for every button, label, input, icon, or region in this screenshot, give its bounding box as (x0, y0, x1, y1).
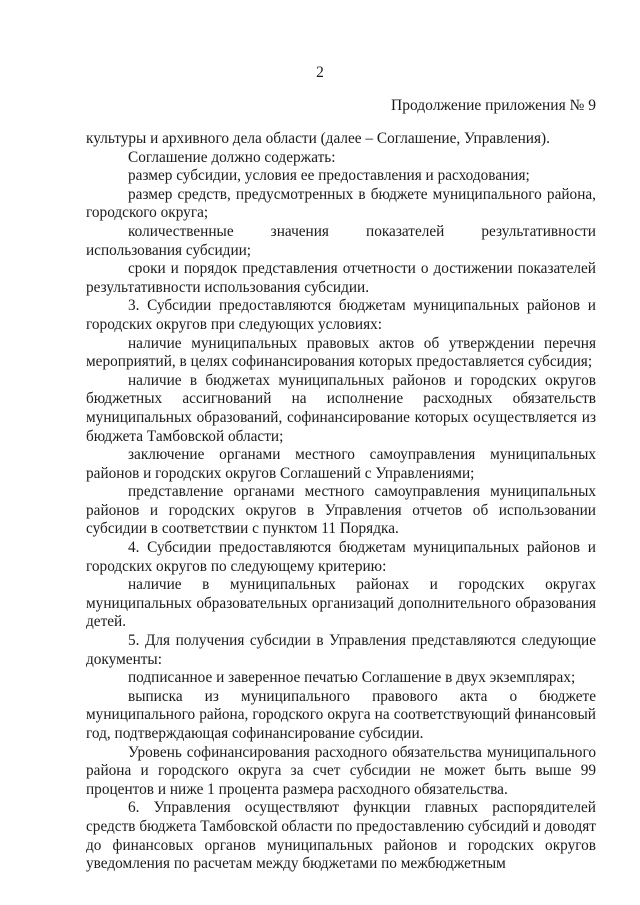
appendix-caption: Продолжение приложения № 9 (391, 97, 596, 114)
paragraph: подписанное и заверенное печатью Соглашение в двух экземплярах; (128, 669, 576, 687)
paragraph: количественные значения показателей результативности использования субсидии; (86, 222, 596, 259)
paragraph: 5. Для получения субсидии в Управления представляются следующие документы: (86, 632, 596, 668)
paragraph: наличие в бюджетах муниципальных районов и городских округов бюджетных ассигнований на исполнение расходных обязательств муниципальных образований, софинансирование которых осуществляется из бюджета Тамбовской области; (86, 371, 596, 445)
paragraph: заключение органами местного самоуправления муниципальных районов и городских округов Соглашений с Управлениями; (86, 446, 596, 482)
paragraph: наличие в муниципальных районах и городских округах муниципальных образовательных организаций дополнительного образования детей. (86, 576, 596, 631)
page-number: 2 (316, 64, 324, 81)
paragraph: размер средств, предусмотренных в бюджете муниципального района, городского округа; (86, 185, 596, 222)
paragraph: 4. Субсидии предоставляются бюджетам муниципальных районов и городских округов по следующему критерию: (86, 539, 596, 575)
paragraph: размер субсидии, условия ее предоставления и расходования; (128, 167, 530, 185)
paragraph: 6. Управления осуществляют функции главных распорядителей средств бюджета Тамбовской области по предоставлению субсидий и доводят до финансовых органов муниципальных районов и городских округов уведомления по расчетам между бюджетами по межбюджетным (86, 799, 596, 873)
paragraph: сроки и порядок представления отчетности о достижении показателей результативности использования субсидии. (86, 260, 596, 296)
paragraph: 3. Субсидии предоставляются бюджетам муниципальных районов и городских округов при следующих условиях: (86, 297, 596, 333)
document-body (86, 130, 596, 874)
paragraph: культуры и архивного дела области (далее – Соглашение, Управления). (86, 130, 550, 147)
paragraph: выписка из муниципального правового акта о бюджете муниципального района, городского округа на соответствующий финансовый год, подтверждающая софинансирование субсидии. (86, 687, 596, 742)
paragraph: наличие муниципальных правовых актов об утверждении перечня мероприятий, в целях софинансирования которых предоставляется субсидия; (86, 334, 596, 371)
paragraph: Уровень софинансирования расходного обязательства муниципального района и городского округа за счет субсидии не может быть выше 99 процентов и ниже 1 процента размера расходного обязательства. (86, 743, 596, 798)
paragraph: Соглашение должно содержать: (128, 148, 336, 166)
paragraph: представление органами местного самоуправления муниципальных районов и городских округов в Управления отчетов об использовании субсидии в соответствии с пунктом 11 Порядка. (86, 483, 596, 538)
